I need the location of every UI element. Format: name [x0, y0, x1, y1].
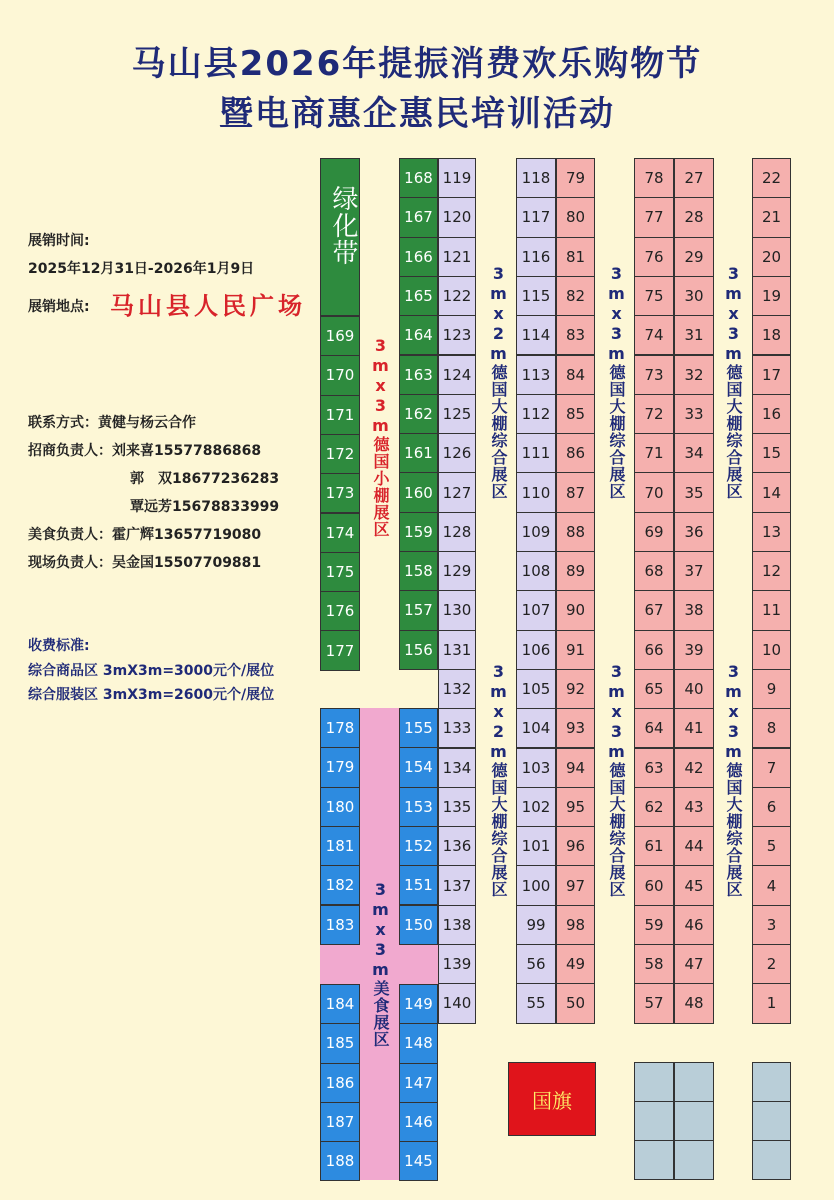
booth-113: 113	[516, 355, 556, 395]
flag-area	[508, 1062, 596, 1136]
recruit-contact-3: 覃远芳15678833999	[130, 499, 280, 515]
booth-42: 42	[674, 748, 714, 788]
booth-21: 21	[752, 197, 791, 237]
big-2m-zone-label-bottom: 3mx2m德国大棚综合展区	[489, 662, 508, 898]
green-belt-area	[320, 158, 360, 316]
time-label: 展销时间:	[28, 233, 90, 249]
booth-167: 167	[399, 197, 438, 237]
booth-188: 188	[320, 1141, 360, 1181]
booth-29: 29	[674, 237, 714, 277]
booth-27: 27	[674, 158, 714, 198]
booth-76: 76	[634, 237, 674, 277]
booth-75: 75	[634, 276, 674, 316]
booth-41: 41	[674, 708, 714, 748]
booth-35: 35	[674, 472, 714, 512]
booth-43: 43	[674, 787, 714, 827]
booth-28: 28	[674, 197, 714, 237]
booth-69: 69	[634, 512, 674, 552]
booth-82: 82	[556, 276, 595, 316]
booth-183: 183	[320, 905, 360, 945]
booth-73: 73	[634, 355, 674, 395]
booth-85: 85	[556, 394, 595, 434]
time-value: 2025年12月31日-2026年1月9日	[28, 261, 255, 277]
booth-57: 57	[634, 983, 674, 1023]
booth-45: 45	[674, 865, 714, 905]
booth-124: 124	[438, 355, 476, 395]
booth-139: 139	[438, 944, 476, 984]
booth-151: 151	[399, 865, 438, 905]
booth-13: 13	[752, 512, 791, 552]
booth-93: 93	[556, 708, 595, 748]
booth-49: 49	[556, 944, 595, 984]
booth-125: 125	[438, 394, 476, 434]
reserved-block	[634, 1140, 674, 1180]
big-3m-zone-label-1-top: 3mx3m德国大棚综合展区	[607, 264, 626, 500]
booth-90: 90	[556, 590, 595, 630]
booth-145: 145	[399, 1141, 438, 1181]
booth-154: 154	[399, 747, 438, 787]
reserved-block	[634, 1062, 674, 1102]
booth-122: 122	[438, 276, 476, 316]
booth-61: 61	[634, 826, 674, 866]
booth-22: 22	[752, 158, 791, 198]
booth-170: 170	[320, 355, 360, 395]
booth-68: 68	[634, 551, 674, 591]
booth-50: 50	[556, 983, 595, 1023]
booth-99: 99	[516, 905, 556, 945]
booth-59: 59	[634, 905, 674, 945]
booth-136: 136	[438, 826, 476, 866]
booth-47: 47	[674, 944, 714, 984]
booth-121: 121	[438, 237, 476, 277]
fee-title: 收费标准:	[28, 638, 90, 654]
booth-83: 83	[556, 315, 595, 355]
booth-56: 56	[516, 944, 556, 984]
booth-95: 95	[556, 787, 595, 827]
booth-187: 187	[320, 1102, 360, 1142]
booth-103: 103	[516, 748, 556, 788]
booth-147: 147	[399, 1063, 438, 1103]
booth-159: 159	[399, 512, 438, 552]
booth-163: 163	[399, 355, 438, 395]
recruit-contact-1: 招商负责人：刘来喜15577886868	[28, 443, 262, 459]
booth-2: 2	[752, 944, 791, 984]
booth-36: 36	[674, 512, 714, 552]
recruit-contact-2: 郭 双18677236283	[130, 471, 280, 487]
booth-71: 71	[634, 433, 674, 473]
booth-10: 10	[752, 630, 791, 670]
booth-162: 162	[399, 394, 438, 434]
main-title: 马山县2026年提振消费欢乐购物节	[131, 44, 703, 84]
reserved-block	[674, 1140, 714, 1180]
booth-176: 176	[320, 591, 360, 631]
booth-129: 129	[438, 551, 476, 591]
booth-171: 171	[320, 395, 360, 435]
booth-33: 33	[674, 394, 714, 434]
booth-146: 146	[399, 1102, 438, 1142]
booth-20: 20	[752, 237, 791, 277]
booth-6: 6	[752, 787, 791, 827]
booth-38: 38	[674, 590, 714, 630]
reserved-block	[752, 1140, 791, 1180]
booth-3: 3	[752, 905, 791, 945]
booth-79: 79	[556, 158, 595, 198]
booth-128: 128	[438, 512, 476, 552]
contact-text: 联系方式：黄健与杨云合作	[28, 415, 196, 431]
booth-64: 64	[634, 708, 674, 748]
reserved-block	[752, 1062, 791, 1102]
booth-157: 157	[399, 590, 438, 630]
booth-182: 182	[320, 865, 360, 905]
booth-155: 155	[399, 708, 438, 748]
site-contact: 现场负责人：吴金国15507709881	[28, 555, 262, 571]
booth-165: 165	[399, 276, 438, 316]
booth-168: 168	[399, 158, 438, 198]
booth-164: 164	[399, 315, 438, 355]
booth-62: 62	[634, 787, 674, 827]
booth-98: 98	[556, 905, 595, 945]
booth-60: 60	[634, 865, 674, 905]
booth-116: 116	[516, 237, 556, 277]
booth-123: 123	[438, 315, 476, 355]
big-3m-zone-label-2-bottom: 3mx3m德国大棚综合展区	[724, 662, 743, 898]
booth-11: 11	[752, 590, 791, 630]
booth-172: 172	[320, 434, 360, 474]
booth-32: 32	[674, 355, 714, 395]
booth-126: 126	[438, 433, 476, 473]
booth-131: 131	[438, 630, 476, 670]
reserved-block	[674, 1062, 714, 1102]
booth-108: 108	[516, 551, 556, 591]
booth-92: 92	[556, 669, 595, 709]
booth-84: 84	[556, 355, 595, 395]
booth-77: 77	[634, 197, 674, 237]
reserved-block	[634, 1101, 674, 1141]
booth-8: 8	[752, 708, 791, 748]
booth-140: 140	[438, 983, 476, 1023]
booth-100: 100	[516, 865, 556, 905]
booth-161: 161	[399, 433, 438, 473]
booth-178: 178	[320, 708, 360, 748]
booth-105: 105	[516, 669, 556, 709]
booth-110: 110	[516, 472, 556, 512]
booth-114: 114	[516, 315, 556, 355]
reserved-block	[674, 1101, 714, 1141]
booth-127: 127	[438, 472, 476, 512]
booth-112: 112	[516, 394, 556, 434]
booth-160: 160	[399, 472, 438, 512]
booth-97: 97	[556, 865, 595, 905]
booth-87: 87	[556, 472, 595, 512]
subtitle: 暨电商惠企惠民培训活动	[219, 94, 615, 134]
booth-111: 111	[516, 433, 556, 473]
booth-138: 138	[438, 905, 476, 945]
booth-72: 72	[634, 394, 674, 434]
booth-150: 150	[399, 905, 438, 945]
booth-149: 149	[399, 984, 438, 1024]
booth-70: 70	[634, 472, 674, 512]
booth-173: 173	[320, 473, 360, 513]
green-belt-label: 绿化带	[328, 185, 358, 266]
booth-175: 175	[320, 552, 360, 592]
booth-96: 96	[556, 826, 595, 866]
booth-37: 37	[674, 551, 714, 591]
booth-89: 89	[556, 551, 595, 591]
booth-109: 109	[516, 512, 556, 552]
booth-104: 104	[516, 708, 556, 748]
booth-12: 12	[752, 551, 791, 591]
booth-132: 132	[438, 669, 476, 709]
booth-58: 58	[634, 944, 674, 984]
booth-1: 1	[752, 983, 791, 1023]
booth-180: 180	[320, 787, 360, 827]
booth-134: 134	[438, 748, 476, 788]
booth-14: 14	[752, 472, 791, 512]
booth-31: 31	[674, 315, 714, 355]
booth-16: 16	[752, 394, 791, 434]
big-3m-zone-label-2-top: 3mx3m德国大棚综合展区	[724, 264, 743, 500]
booth-107: 107	[516, 590, 556, 630]
booth-44: 44	[674, 826, 714, 866]
booth-66: 66	[634, 630, 674, 670]
booth-88: 88	[556, 512, 595, 552]
booth-94: 94	[556, 748, 595, 788]
booth-102: 102	[516, 787, 556, 827]
booth-118: 118	[516, 158, 556, 198]
big-2m-zone-label-top: 3mx2m德国大棚综合展区	[489, 264, 508, 500]
booth-133: 133	[438, 708, 476, 748]
booth-120: 120	[438, 197, 476, 237]
booth-78: 78	[634, 158, 674, 198]
booth-55: 55	[516, 983, 556, 1023]
big-3m-zone-label-1-bottom: 3mx3m德国大棚综合展区	[607, 662, 626, 898]
booth-158: 158	[399, 551, 438, 591]
booth-153: 153	[399, 787, 438, 827]
booth-34: 34	[674, 433, 714, 473]
booth-86: 86	[556, 433, 595, 473]
booth-7: 7	[752, 748, 791, 788]
booth-91: 91	[556, 630, 595, 670]
booth-80: 80	[556, 197, 595, 237]
booth-63: 63	[634, 748, 674, 788]
booth-74: 74	[634, 315, 674, 355]
booth-174: 174	[320, 513, 360, 553]
booth-65: 65	[634, 669, 674, 709]
venue-label: 展销地点:	[28, 299, 90, 315]
booth-67: 67	[634, 590, 674, 630]
booth-169: 169	[320, 316, 360, 356]
booth-30: 30	[674, 276, 714, 316]
booth-101: 101	[516, 826, 556, 866]
reserved-block	[752, 1101, 791, 1141]
booth-4: 4	[752, 865, 791, 905]
booth-19: 19	[752, 276, 791, 316]
booth-185: 185	[320, 1023, 360, 1063]
booth-186: 186	[320, 1063, 360, 1103]
booth-40: 40	[674, 669, 714, 709]
booth-115: 115	[516, 276, 556, 316]
food-zone-label: 3mx3m美食展区	[371, 880, 390, 1048]
booth-181: 181	[320, 826, 360, 866]
fee-line-2: 综合服装区 3mX3m=2600元个/展位	[28, 687, 275, 703]
booth-156: 156	[399, 630, 438, 670]
small-tent-zone-label: 3mx3m德国小棚展区	[371, 336, 390, 538]
booth-18: 18	[752, 315, 791, 355]
booth-5: 5	[752, 826, 791, 866]
booth-135: 135	[438, 787, 476, 827]
booth-39: 39	[674, 630, 714, 670]
booth-177: 177	[320, 630, 360, 670]
booth-137: 137	[438, 865, 476, 905]
booth-81: 81	[556, 237, 595, 277]
booth-148: 148	[399, 1023, 438, 1063]
booth-184: 184	[320, 984, 360, 1024]
booth-106: 106	[516, 630, 556, 670]
flag-label: 国旗	[532, 1088, 572, 1113]
booth-15: 15	[752, 433, 791, 473]
booth-119: 119	[438, 158, 476, 198]
booth-130: 130	[438, 590, 476, 630]
booth-117: 117	[516, 197, 556, 237]
food-contact: 美食负责人：霍广辉13657719080	[28, 527, 262, 543]
booth-9: 9	[752, 669, 791, 709]
booth-46: 46	[674, 905, 714, 945]
booth-152: 152	[399, 826, 438, 866]
venue-value: 马山县人民广场	[110, 291, 306, 320]
booth-17: 17	[752, 355, 791, 395]
booth-179: 179	[320, 747, 360, 787]
booth-166: 166	[399, 237, 438, 277]
fee-line-1: 综合商品区 3mX3m=3000元个/展位	[28, 663, 275, 679]
booth-48: 48	[674, 983, 714, 1023]
